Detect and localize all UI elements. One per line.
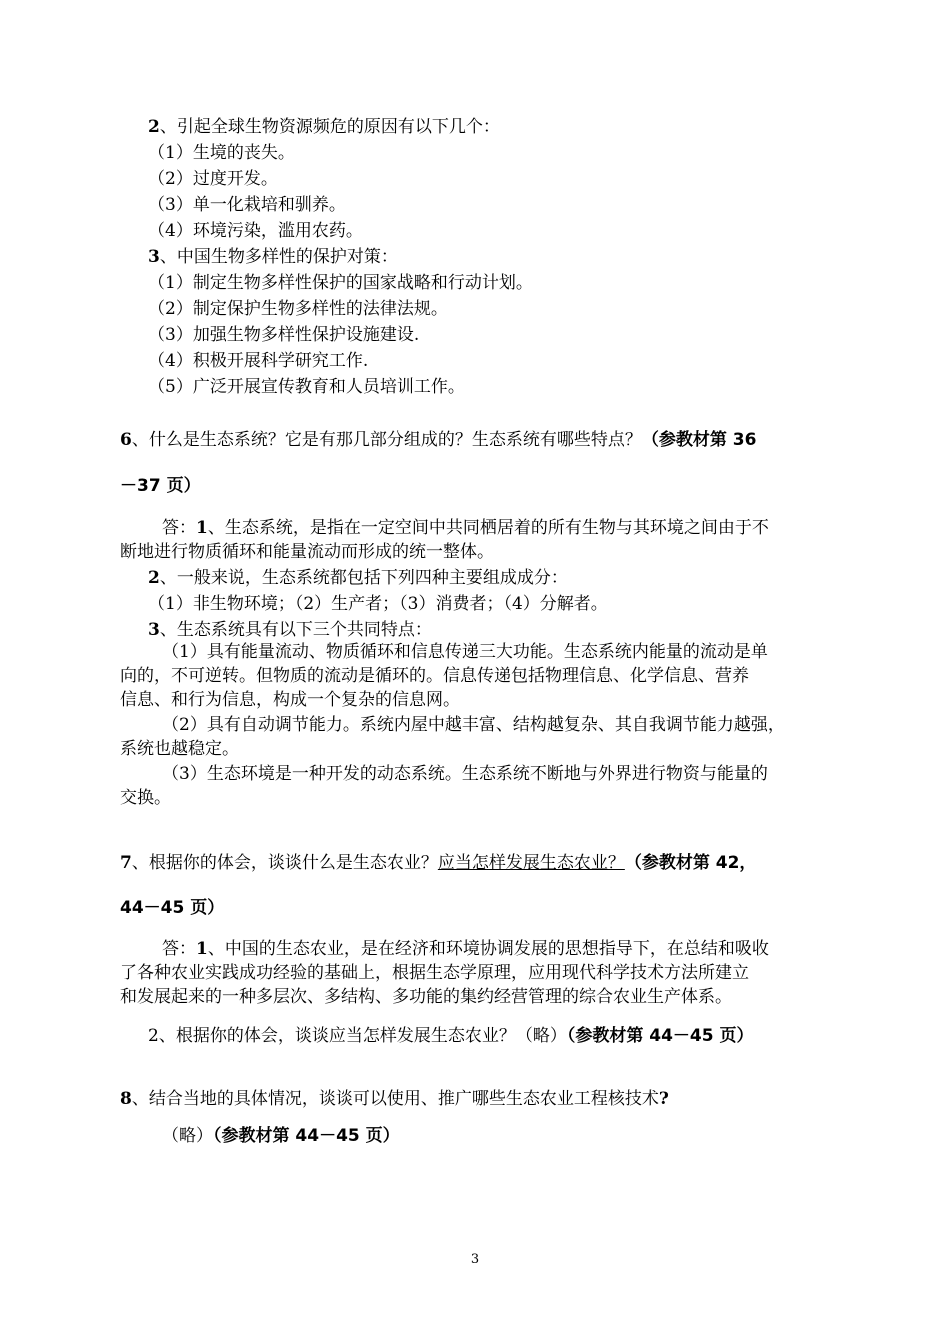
answer-text: 、中国的生态农业，是在经济和环境协调发展的思想指导下，在总结和吸收: [207, 939, 769, 959]
feature-paragraph: （2）具有自动调节能力。系统内屋中越丰富、结构越复杂、其自我调节能力越强，: [162, 715, 785, 735]
item-number: 3: [148, 620, 160, 640]
question-7-reference-cont: [120, 896, 840, 920]
question-6-reference-cont: [120, 474, 840, 498]
answer-paragraph: [148, 618, 868, 642]
answer-text: （略）: [162, 1126, 213, 1146]
answer-paragraph: [162, 937, 840, 961]
answer-text: 、生态系统具有以下三个共同特点：: [159, 620, 432, 640]
list-item: （2）制定保护生物多样性的法律法规。: [148, 299, 448, 319]
question-number: 8: [120, 1089, 132, 1109]
question-number: 6: [120, 430, 132, 450]
heading-text: 、引起全球生物资源频危的原因有以下几个：: [159, 117, 500, 137]
answer-text: 、一般来说，生态系统都包括下列四种主要组成成分：: [159, 568, 568, 588]
list-item: （4）积极开展科学研究工作.: [148, 351, 369, 371]
question-text: 、结合当地的具体情况，谈谈可以使用、推广哪些生态农业工程核技术: [131, 1089, 659, 1109]
feature-paragraph: 信息、和行为信息，构成一个复杂的信息网。: [120, 690, 460, 710]
question-mark: ?: [658, 1089, 669, 1109]
question-text: 、根据你的体会，谈谈什么是生态农业？: [131, 853, 438, 873]
question-number: 7: [120, 853, 132, 873]
answer-prefix: 答：: [162, 518, 196, 538]
answer-prefix: 答：: [162, 939, 196, 959]
item-number: 2: [148, 568, 160, 588]
list-item: （5）广泛开展宣传教育和人员培训工作。: [148, 377, 465, 397]
list-item: （1）制定生物多样性保护的国家战略和行动计划。: [148, 273, 533, 293]
item-number: 2: [148, 117, 160, 137]
question-text: 、什么是生态系统？它是有那几部分组成的？生态系统有哪些特点？: [131, 430, 642, 450]
feature-paragraph: （1）具有能量流动、物质循环和信息传递三大功能。生态系统内能量的流动是单: [162, 642, 768, 662]
textbook-reference: （参教材第 42，: [624, 853, 757, 873]
textbook-reference: 44－45 页）: [120, 898, 225, 918]
list-item: （3）单一化栽培和驯养。: [148, 195, 346, 215]
item-number: 3: [148, 247, 160, 267]
list-item: （1）生境的丧失。: [148, 143, 295, 163]
answer-text: 断地进行物质循环和能量流动而形成的统一整体。: [120, 542, 494, 562]
answer-text: 和发展起来的一种多层次、多结构、多功能的集约经营管理的综合农业生产体系。: [120, 987, 732, 1007]
item-number: 1: [196, 518, 208, 538]
textbook-reference: （参教材第 36: [641, 430, 757, 450]
paragraph-heading: [148, 115, 868, 139]
page-number: 3: [470, 1252, 480, 1267]
question-6: [120, 428, 840, 452]
list-item: （2）过度开发。: [148, 169, 278, 189]
feature-paragraph: （3）生态环境是一种开发的动态系统。生态系统不断地与外界进行物资与能量的: [162, 764, 768, 784]
textbook-reference: （参教材第 44－45 页）: [213, 1126, 400, 1146]
feature-paragraph: 向的，不可逆转。但物质的流动是循环的。信息传递包括物理信息、化学信息、营养: [120, 666, 749, 686]
textbook-reference: －37 页）: [120, 476, 201, 496]
answer-paragraph: [148, 1024, 868, 1048]
heading-text: 、中国生物多样性的保护对策：: [159, 247, 398, 267]
answer-text: 2、根据你的体会，谈谈应当怎样发展生态农业？（略）: [148, 1026, 567, 1046]
question-text-underlined: 应当怎样发展生态农业？: [437, 853, 625, 873]
list-item: （4）环境污染，滥用农药。: [148, 221, 363, 241]
answer-paragraph: [162, 516, 840, 540]
feature-paragraph: 交换。: [120, 788, 171, 808]
answer-text: 、生态系统，是指在一定空间中共同栖居着的所有生物与其环境之间由于不: [207, 518, 769, 538]
answer-text: 了各种农业实践成功经验的基础上，根据生态学原理，应用现代科学技术方法所建立: [120, 963, 749, 983]
feature-paragraph: 系统也越稳定。: [120, 739, 239, 759]
answer-paragraph: [162, 1124, 882, 1148]
item-number: 1: [196, 939, 208, 959]
answer-paragraph: [148, 566, 868, 590]
paragraph-heading: [148, 245, 868, 269]
question-7: [120, 851, 840, 875]
textbook-reference: （参教材第 44－45 页）: [566, 1026, 754, 1046]
list-item: （3）加强生物多样性保护设施建设.: [148, 325, 420, 345]
question-8: [120, 1087, 840, 1111]
answer-text: （1）非生物环境；（2）生产者；（3）消费者；（4）分解者。: [148, 594, 608, 614]
